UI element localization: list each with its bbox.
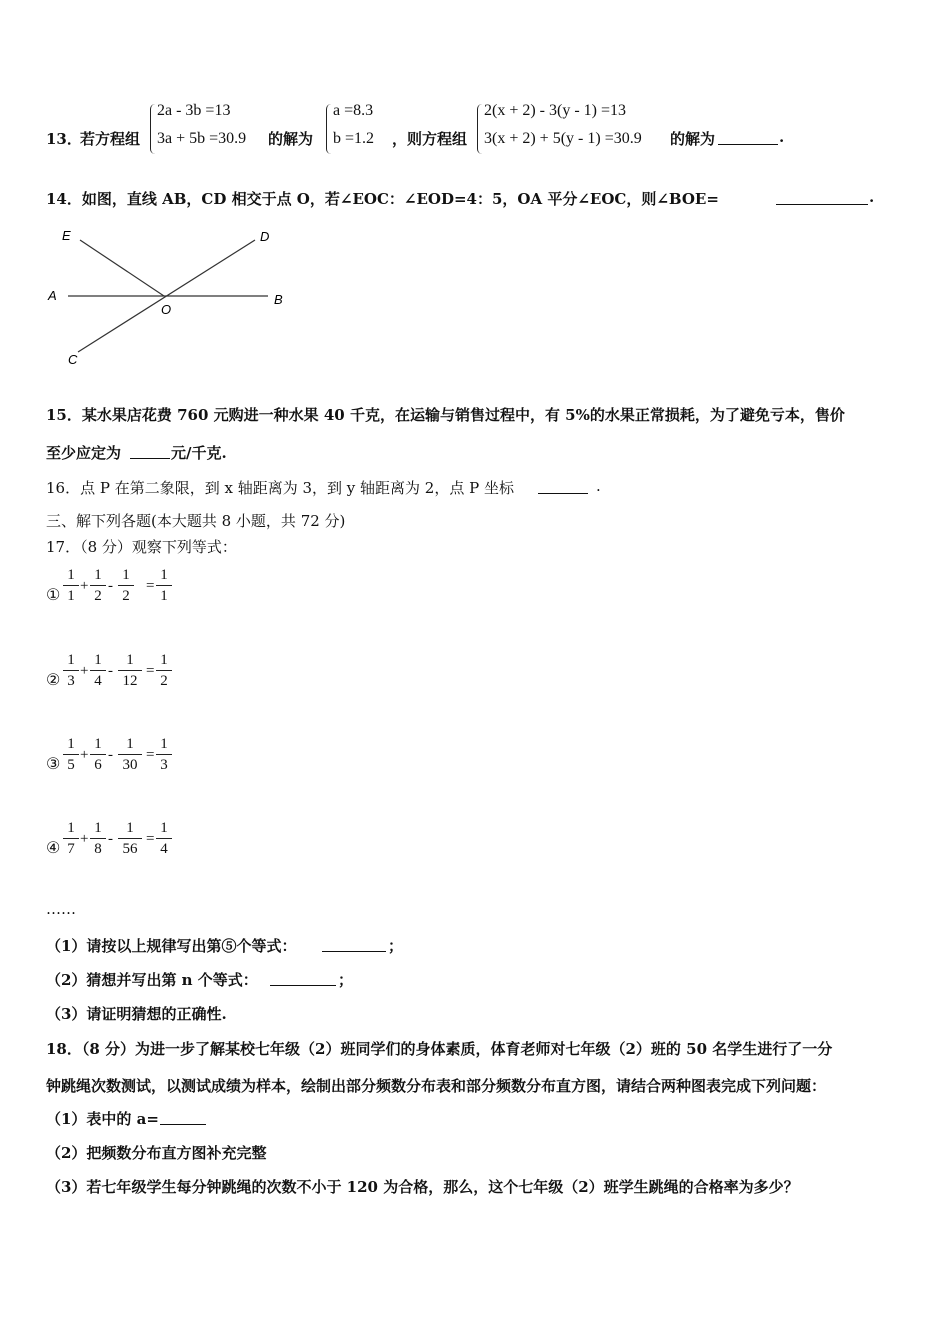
operator-minus: - (108, 747, 113, 763)
fraction-bar (156, 585, 172, 586)
numerator: 1 (67, 567, 75, 583)
fraction-bar (118, 670, 142, 671)
operator-eq: = (146, 578, 155, 594)
numerator: 1 (67, 820, 75, 836)
numerator: 1 (94, 736, 102, 752)
fraction-bar (118, 838, 142, 839)
denominator: 1 (67, 588, 75, 604)
q17-part2: （2）猜想并写出第 n 个等式： (46, 971, 258, 989)
operator-minus: - (108, 578, 113, 594)
label-d: D (260, 229, 270, 244)
q18-part1: （1）表中的 a= (46, 1110, 159, 1128)
numerator: 1 (126, 736, 134, 752)
q17-equation-marker: ④ (46, 838, 61, 857)
q13-system3-brace (477, 104, 482, 154)
operator-plus: + (80, 578, 89, 594)
fraction-term-3 (118, 820, 142, 857)
q13-system1-eq1: 2a - 3b =13 (157, 102, 231, 119)
fraction-term-1 (63, 567, 79, 604)
fraction-term-1 (63, 736, 79, 773)
numerator: 1 (160, 652, 168, 668)
q13-system1-brace (150, 104, 155, 154)
operator-eq: = (146, 831, 155, 847)
numerator: 1 (160, 820, 168, 836)
fraction-term-1 (63, 652, 79, 689)
q13-then: ，则方程组 (392, 130, 468, 148)
q15-line1: 15．某水果店花费 760 元购进一种水果 40 千克，在运输与销售过程中，有 5%的水果正常损耗，为了避免亏本，售价 (46, 406, 845, 424)
q13-answer-blank[interactable] (718, 130, 778, 145)
denominator: 2 (122, 588, 130, 604)
q17-equation-marker: ① (46, 585, 61, 604)
q18-line2: 钟跳绳次数测试，以测试成绩为样本，绘制出部分频数分布表和部分频数分布直方图，请结合两种图表完成下列问题： (46, 1077, 827, 1095)
q15-line2-end: 元/千克. (171, 444, 227, 462)
q16-answer-blank[interactable] (538, 479, 588, 494)
label-c: C (68, 352, 78, 367)
fraction-term-1 (63, 820, 79, 857)
fraction-result (156, 567, 172, 604)
denominator: 2 (94, 588, 102, 604)
section-title: 三、解下列各题(本大题共 8 小题，共 72 分) (46, 512, 346, 530)
fraction-bar (90, 585, 106, 586)
denominator: 5 (67, 757, 75, 773)
fraction-bar (63, 754, 79, 755)
fraction-term-3 (118, 567, 134, 604)
operator-minus: - (108, 831, 113, 847)
q13-system3-eq2: 3(x + 2) + 5(y - 1) =30.9 (484, 130, 642, 147)
q13-system1-eq2: 3a + 5b =30.9 (157, 130, 247, 147)
numerator: 1 (126, 820, 134, 836)
numerator: 1 (122, 567, 130, 583)
fraction-bar (118, 754, 142, 755)
fraction-term-2 (90, 736, 106, 773)
fraction-bar (156, 754, 172, 755)
q18-part2: （2）把频数分布直方图补充完整 (46, 1144, 267, 1162)
denominator: 7 (67, 841, 75, 857)
ray-oe (80, 240, 164, 296)
q14-text: 14．如图，直线 AB，CD 相交于点 O，若∠EOC：∠EOD=4：5，OA 平分∠EOC，则∠BOE= (46, 190, 719, 208)
numerator: 1 (94, 820, 102, 836)
fraction-bar (63, 585, 79, 586)
denominator: 4 (94, 673, 102, 689)
q15-line2-start: 至少应定为 (46, 444, 122, 462)
fraction-bar (63, 838, 79, 839)
q17-part1-blank[interactable] (322, 937, 386, 952)
fraction-result (156, 652, 172, 689)
label-o: O (161, 302, 172, 317)
q18-line1: 18．（8 分）为进一步了解某校七年级（2）班同学们的身体素质，体育老师对七年级（2）班的 50 名学生进行了一分 (46, 1040, 833, 1058)
q13-number: 13． (46, 130, 82, 148)
label-a: A (48, 288, 57, 303)
q13-system3-eq1: 2(x + 2) - 3(y - 1) =13 (484, 102, 627, 119)
numerator: 1 (94, 567, 102, 583)
q13-mid: 的解为 (268, 130, 314, 148)
denominator: 3 (160, 757, 168, 773)
fraction-result (156, 736, 172, 773)
fraction-term-2 (90, 820, 106, 857)
operator-plus: + (80, 663, 89, 679)
denominator: 6 (94, 757, 102, 773)
q17-equation-marker: ③ (46, 754, 61, 773)
operator-minus: - (108, 663, 113, 679)
q13-system2-eq2: b =1.2 (333, 130, 375, 147)
fraction-bar (118, 585, 134, 586)
q17-title: 17．（8 分）观察下列等式： (46, 538, 237, 556)
numerator: 1 (67, 652, 75, 668)
q15-answer-blank[interactable] (130, 444, 170, 459)
q18-part3: （3）若七年级学生每分钟跳绳的次数不小于 120 为合格，那么，这个七年级（2）班学生跳绳的合格率为多少？ (46, 1178, 799, 1196)
operator-eq: = (146, 663, 155, 679)
q13-system2-eq1: a =8.3 (333, 102, 374, 119)
fraction-bar (63, 670, 79, 671)
denominator: 2 (160, 673, 168, 689)
q13-end: . (779, 128, 785, 146)
operator-plus: + (80, 831, 89, 847)
numerator: 1 (94, 652, 102, 668)
q17-part1-semicolon: ； (388, 937, 404, 955)
q18-part1-blank[interactable] (160, 1110, 206, 1125)
numerator: 1 (126, 652, 134, 668)
q13-tail: 的解为 (670, 130, 716, 148)
fraction-bar (156, 670, 172, 671)
fraction-bar (90, 670, 106, 671)
q14-end: . (869, 188, 875, 206)
q17-equation-marker: ② (46, 670, 61, 689)
fraction-term-3 (118, 736, 142, 773)
denominator: 8 (94, 841, 102, 857)
q13-system2-brace (326, 104, 331, 154)
fraction-bar (90, 838, 106, 839)
fraction-bar (90, 754, 106, 755)
q17-ellipsis: …… (46, 900, 76, 918)
q14-figure (40, 222, 300, 372)
fraction-term-2 (90, 652, 106, 689)
q17-part1: （1）请按以上规律写出第⑤个等式： (46, 937, 297, 955)
q17-part2-semicolon: ； (338, 971, 354, 989)
fraction-term-2 (90, 567, 106, 604)
denominator: 12 (122, 673, 138, 689)
numerator: 1 (160, 567, 168, 583)
label-e: E (62, 228, 71, 243)
operator-eq: = (146, 747, 155, 763)
q16-end: . (596, 477, 601, 495)
label-b: B (274, 292, 283, 307)
numerator: 1 (67, 736, 75, 752)
q13-lead: 若方程组 (80, 130, 141, 148)
numerator: 1 (160, 736, 168, 752)
q17-part2-blank[interactable] (270, 971, 336, 986)
denominator: 30 (122, 757, 138, 773)
operator-plus: + (80, 747, 89, 763)
q17-part3: （3）请证明猜想的正确性. (46, 1005, 227, 1023)
denominator: 1 (160, 588, 168, 604)
q14-answer-blank[interactable] (776, 190, 868, 205)
denominator: 56 (122, 841, 138, 857)
denominator: 3 (67, 673, 75, 689)
fraction-result (156, 820, 172, 857)
fraction-term-3 (118, 652, 142, 689)
denominator: 4 (160, 841, 168, 857)
q16-text: 16．点 P 在第二象限，到 x 轴距离为 3，到 y 轴距离为 2，点 P 坐标 (46, 479, 514, 497)
fraction-bar (156, 838, 172, 839)
